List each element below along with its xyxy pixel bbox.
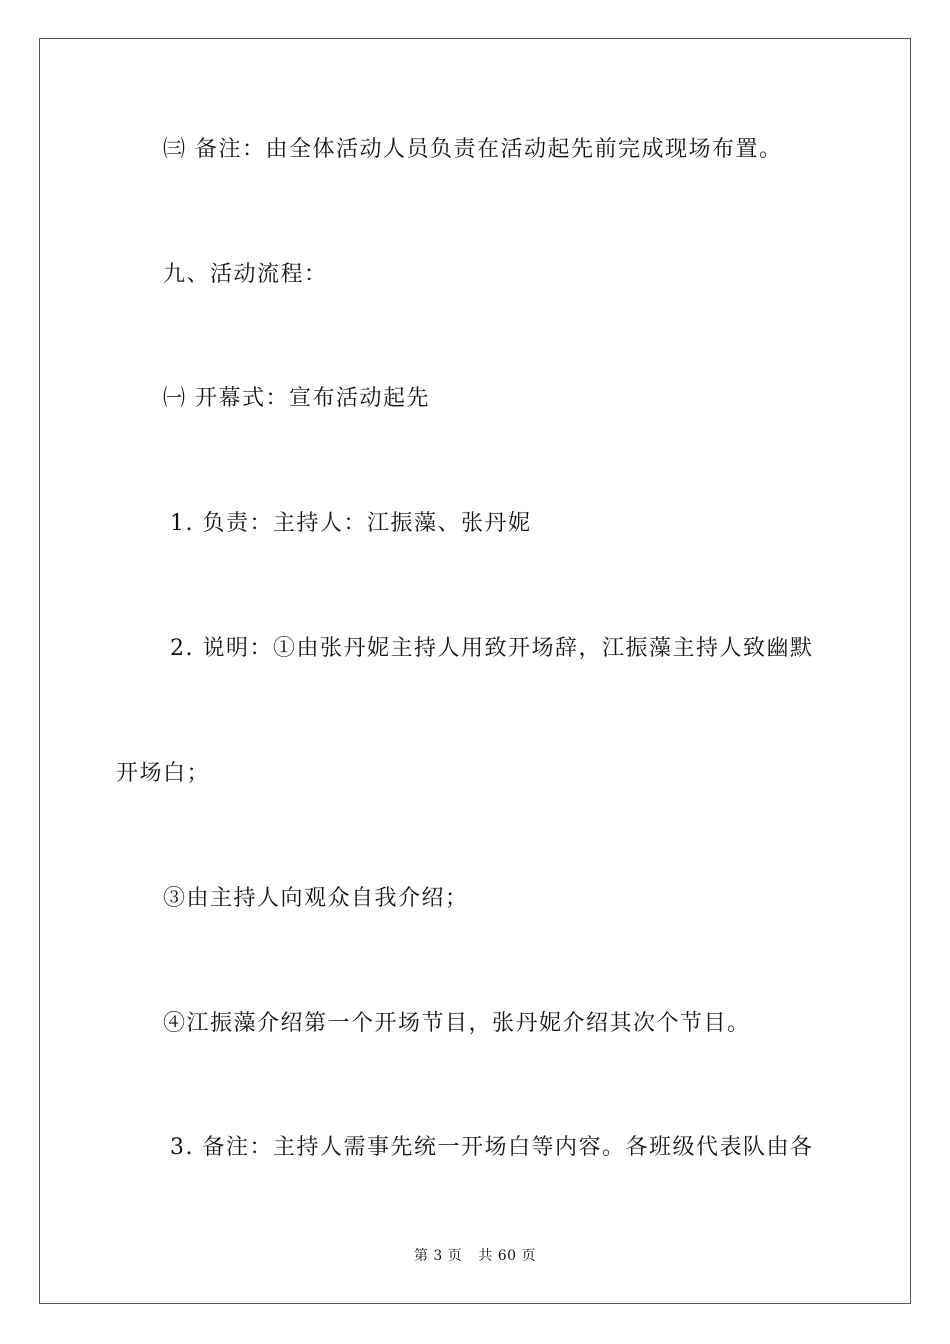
page-border <box>39 38 911 1304</box>
description-continuation-line: 开场白； <box>116 761 211 786</box>
self-introduction-line: ③由主持人向观众自我介绍； <box>163 886 469 911</box>
page-number: 第 3 页 <box>413 1248 463 1264</box>
total-pages: 共 60 页 <box>478 1248 537 1264</box>
description-line: 2. 说明：①由张丹妮主持人用致开场辞，江振藻主持人致幽默 <box>170 636 814 661</box>
opening-ceremony-line: ㈠ 开幕式：宣布活动起先 <box>163 386 430 411</box>
page-footer <box>0 1246 950 1266</box>
section-heading-activity-flow: 九、活动流程： <box>163 262 328 287</box>
program-introduction-line: ④江振藻介绍第一个开场节目，张丹妮介绍其次个节目。 <box>163 1011 751 1036</box>
responsible-hosts-line: 1. 负责：主持人：江振藻、张丹妮 <box>170 511 532 536</box>
note-setup-line: ㈢ 备注：由全体活动人员负责在活动起先前完成现场布置。 <box>163 137 783 162</box>
remarks-line: 3. 备注：主持人需事先统一开场白等内容。各班级代表队由各 <box>170 1135 814 1160</box>
